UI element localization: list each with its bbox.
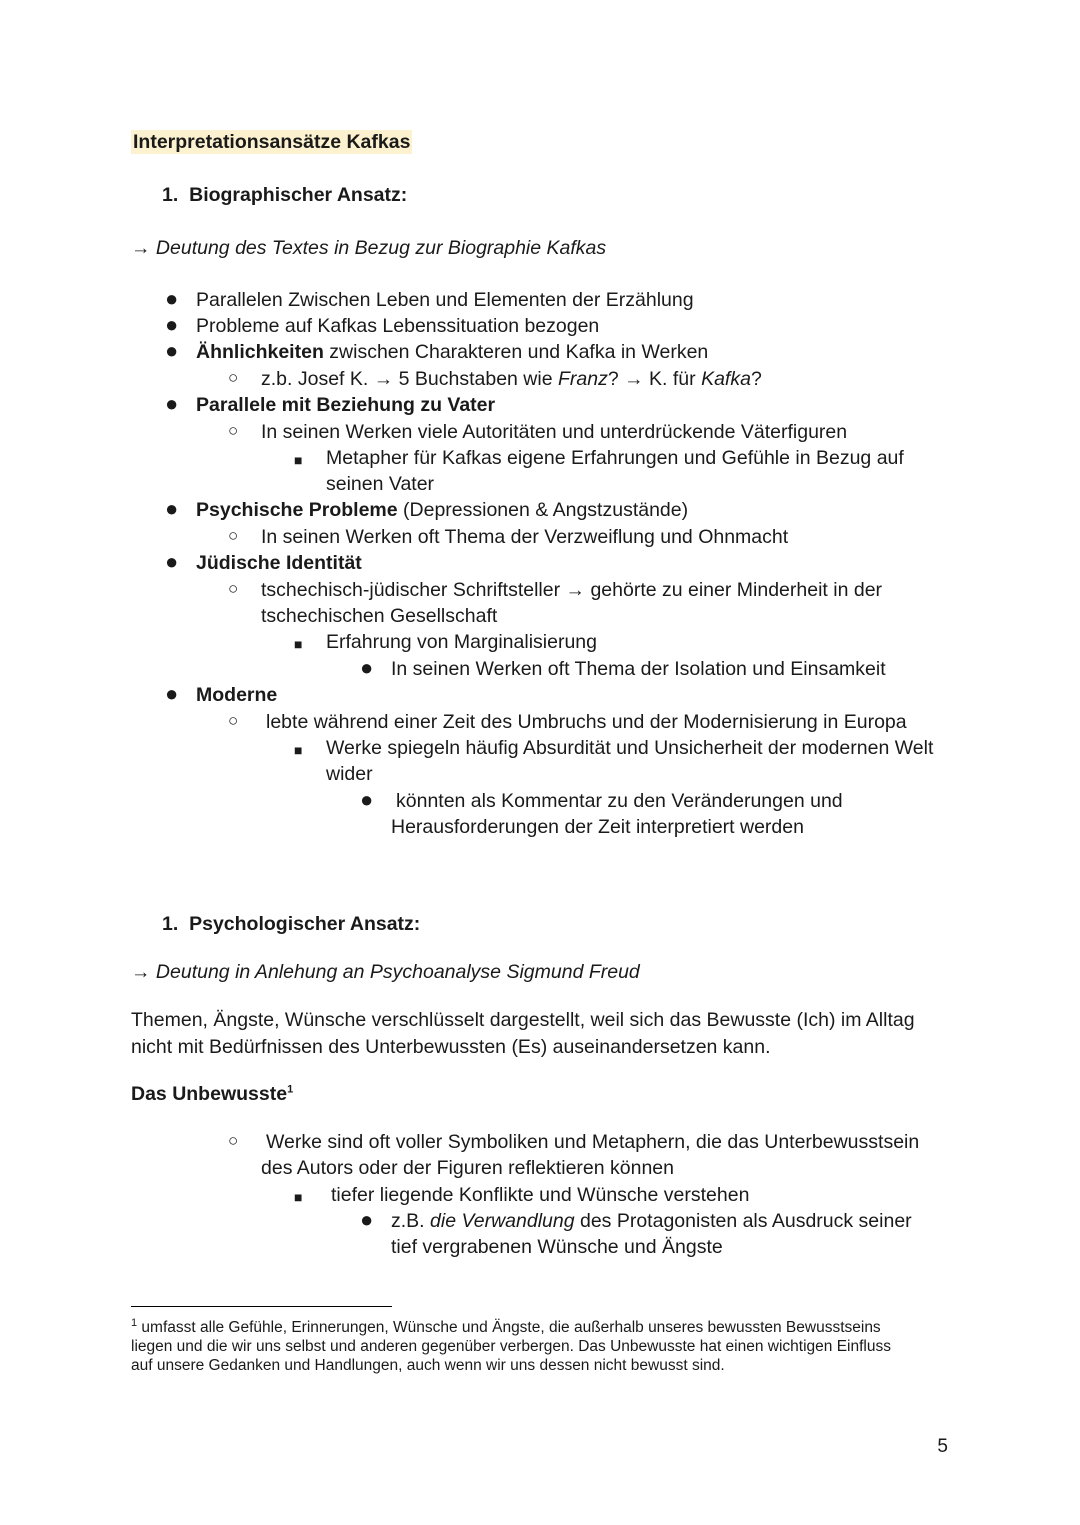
list-item: Werke sind oft voller Symboliken und Metaphern, die das Unterbewusstsein <box>266 1131 920 1153</box>
footnote-divider <box>131 1306 392 1307</box>
bullet-icon: ● <box>360 655 374 680</box>
footnote-line: $^1$ umfasst alle Gefühle, Erinnerungen, Wünsche und Ängste, die außerhalb unseres bewussten Bewusstseins <box>131 1316 881 1336</box>
square-bullet-icon: ■ <box>294 1189 303 1205</box>
list-item-continuation: Herausforderungen der Zeit interpretiert werden <box>391 816 804 838</box>
circle-bullet-icon: ○ <box>228 579 239 598</box>
list-item: lebte während einer Zeit des Umbruchs und der Modernisierung in Europa <box>266 711 907 733</box>
list-item: Ähnlichkeiten zwischen Charakteren und Kafka in Werken <box>196 341 709 363</box>
bullet-icon: ● <box>165 549 179 574</box>
list-item-continuation: tschechischen Gesellschaft <box>261 605 498 627</box>
list-item-continuation: tief vergrabenen Wünsche und Ängste <box>391 1236 723 1258</box>
bullet-icon: ● <box>165 312 179 337</box>
list-item: Parallelen Zwischen Leben und Elementen der Erzählung <box>196 289 694 311</box>
list-item: Erfahrung von Marginalisierung <box>326 631 597 653</box>
list-item: Jüdische Identität <box>196 552 362 574</box>
list-item: Werke spiegeln häufig Absurdität und Unsicherheit der modernen Welt <box>326 737 934 759</box>
paragraph-line: Themen, Ängste, Wünsche verschlüsselt dargestellt, weil sich das Bewusste (Ich) im Alltag <box>131 1009 915 1031</box>
list-item: In seinen Werken viele Autoritäten und unterdrückende Väterfiguren <box>261 421 848 443</box>
footnote-line: liegen und die wir uns selbst und anderen gegenüber verbergen. Das Unbewusste hat einen wichtigen Einfluss <box>131 1338 891 1355</box>
bullet-icon: ● <box>165 391 179 416</box>
square-bullet-icon: ■ <box>294 452 303 468</box>
circle-bullet-icon: ○ <box>228 368 239 387</box>
circle-bullet-icon: ○ <box>228 1131 239 1150</box>
circle-bullet-icon: ○ <box>228 526 239 545</box>
section-subtitle: → Deutung des Textes in Bezug zur Biographie Kafkas <box>131 237 607 259</box>
square-bullet-icon: ■ <box>294 636 303 652</box>
list-item: Metapher für Kafkas eigene Erfahrungen und Gefühle in Bezug auf <box>326 447 904 469</box>
list-item: könnten als Kommentar zu den Veränderungen und <box>396 790 843 812</box>
list-item-continuation: des Autors oder der Figuren reflektieren können <box>261 1157 674 1179</box>
list-item-continuation: seinen Vater <box>326 473 435 495</box>
footnote-line: auf unsere Gedanken und Handlungen, auch wenn wir uns dessen nicht bewusst sind. <box>131 1357 725 1374</box>
footnote-ref[interactable]: 1 <box>287 1083 294 1096</box>
page-number: 5 <box>937 1436 948 1457</box>
bullet-icon: ● <box>165 338 179 363</box>
list-item: In seinen Werken oft Thema der Verzweiflung und Ohnmacht <box>261 526 789 548</box>
list-item-continuation: wider <box>326 763 373 785</box>
bullet-icon: ● <box>360 787 374 812</box>
circle-bullet-icon: ○ <box>228 421 239 440</box>
list-item: Probleme auf Kafkas Lebenssituation bezogen <box>196 315 600 337</box>
list-item: z.b. Josef K. → 5 Buchstaben wie Franz? → K. für Kafka? <box>261 368 762 390</box>
list-item: Psychische Probleme (Depressionen & Angstzustände) <box>196 499 689 521</box>
square-bullet-icon: ■ <box>294 742 303 758</box>
circle-bullet-icon: ○ <box>228 711 239 730</box>
subheading-unbewusste: Das Unbewusste$^1$ <box>131 1083 294 1105</box>
list-item: tschechisch-jüdischer Schriftsteller → gehörte zu einer Minderheit in der <box>261 579 883 601</box>
list-item: z.B. die Verwandlung des Protagonisten als Ausdruck seiner <box>391 1210 912 1232</box>
list-item: Moderne <box>196 684 278 706</box>
page-title: Interpretationsansätze Kafkas <box>133 131 411 153</box>
list-item: tiefer liegende Konflikte und Wünsche verstehen <box>331 1184 750 1206</box>
bullet-icon: ● <box>165 681 179 706</box>
bullet-icon: ● <box>165 496 179 521</box>
list-item: In seinen Werken oft Thema der Isolation und Einsamkeit <box>391 658 886 680</box>
list-item: Parallele mit Beziehung zu Vater <box>196 394 496 416</box>
paragraph-line: nicht mit Bedürfnissen des Unterbewussten (Es) auseinandersetzen kann. <box>131 1036 771 1058</box>
bullet-icon: ● <box>165 286 179 311</box>
section-heading-biographisch: 1. Biographischer Ansatz: <box>162 184 408 206</box>
section-heading-psychologisch: 1. Psychologischer Ansatz: <box>162 913 421 935</box>
bullet-icon: ● <box>360 1207 374 1232</box>
section-subtitle: → Deutung in Anlehung an Psychoanalyse Sigmund Freud <box>131 961 640 983</box>
